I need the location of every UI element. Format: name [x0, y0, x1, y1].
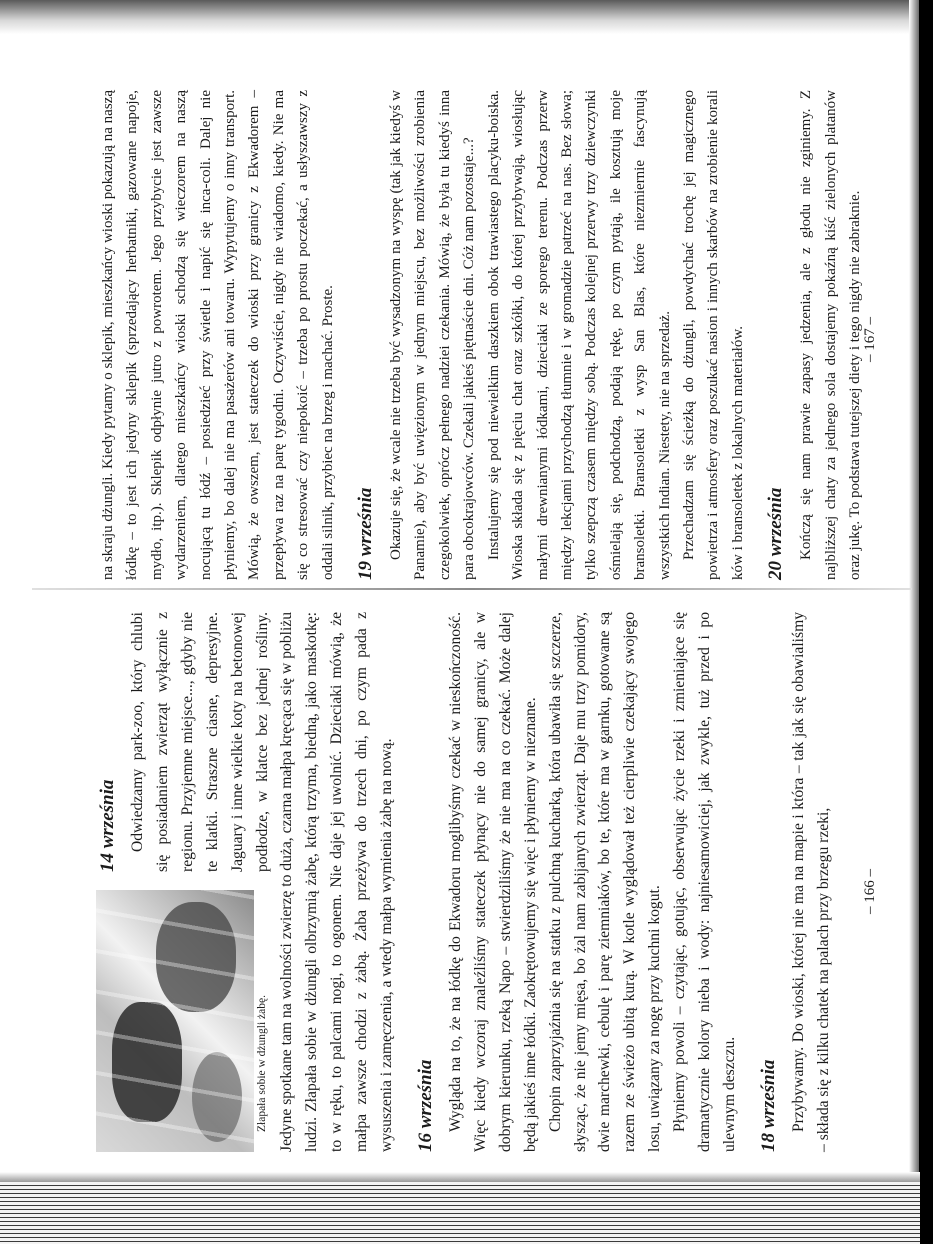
monkey-frog-photo [96, 890, 254, 1152]
heading-19-wrzesnia: 19 września [355, 487, 377, 580]
paragraph: Odwiedzamy park-zoo, który chlubi się posiadaniem zwierząt wyłącznie z regionu. Przyjemne miejsce..., gdyby nie te klatki. Straszne ciasne, depresyjne. Jaguary i inne wielkie koty na betonowej podłodze, w klatce bez jednej rośliny. Jedyne spotkane tam na wolności zwierzę to duża, czarna małpa kręcąca się w pobliżu ludzi. Złapała sobie w dżungli olbrzymią żabę, którą trzyma, biedną, jako maskotkę: to w ręku, to palcami nogi, to ogonem. Nie daje jej uwolnić. Dzieciaki mówią, że małpa zawsze chodzi z żabą. Żaba przeżywa do trzech dni, po czym pada z wysuszenia i zamęczenia, a wtedy małpa wymienia żabę na nową. [129, 612, 396, 1152]
page-167 [96, 90, 863, 580]
heading-16-wrzesnia: 16 września [414, 1059, 436, 1152]
figure [96, 890, 270, 1152]
paragraph: Przechadzam się ścieżką do dżungli, powdychać trochę jej magicznego powietrza i atmosfery oraz poszukać nasion i innych skarbów na zrobienie korali ków i bransoletek z lokalnych materiałów. [680, 90, 746, 580]
page-number-167: – 167 – [862, 317, 878, 362]
paragraph: Wygląda na to, że na łódkę do Ekwadoru moglibyśmy czekać w nieskończoność. Więc kiedy wczoraj znaleźliśmy stateczek płynący nie do samej granicy, ale w dobrym kierunku, rzeką Napo – stwierdziliśmy że nie ma na co czekać. Może dalej będą jakieś inne łódki. Zaokrętowujemy się więc i płyniemy w nieznane. [446, 612, 539, 1152]
paragraph: Instalujemy się pod niewielkim daszkiem obok trawiastego placyku-boiska. Wioska składa się z pięciu chat oraz szkółki, do której przybywają, wiosłując małymi drewnianymi łódkami, dzieciaki ze sporego terenu. Podczas przerw między lekcjami przychodzą tłumnie i w gromadzie patrzeć na nas. Bez słowa; tylko szepczą czasem między sobą. Podczas kolejnej przerwy trzy dziewczynki ośmielają się, podchodzą, podają rękę, po czym pytają, ile kosztują moje bransoletki. Bransoletki z wysp San Blas, które niezmiernie fascynują wszystkich Indian. Niestety, nie na sprzedaż. [485, 90, 673, 580]
paragraph: Przybywamy. Do wioski, której nie ma na mapie i która – tak jak się obawialiśmy – składa się z kilku chatek na palach przy brzegu rzeki, [789, 612, 832, 1152]
paragraph: Kończą się nam prawie zapasy jedzenia, ale z głodu nie zginiemy. Z najbliższej chaty za jednego sola dostajemy pokaźną kiść zielonych platanów oraz jukę. To podstawa tutejszej diety i tego nigdy nie zabraknie. [798, 90, 863, 580]
paragraph: na skraju dżungli. Kiedy pytamy o sklepik, mieszkańcy wioski pokazują na naszą łódkę – to jest ich jedyny sklepik (sprzedający herbatniki, gazowane napoje, mydło, itp.). Sklepik odpłynie jutro z powrotem. Jego przybycie jest zawsze wydarzeniem, dlatego mieszkańcy wioski schodzą się wieczorem na naszą nocującą tu łódź – posiedzieć przy świetle i napić się inca-coli. Dalej nie płyniemy, bo dalej nie ma pasażerów ani towaru. Wypytujemy o inny transport. Mówią, że owszem, jest stateczek do wioski przy granicy z Ekwadorem – przepływa raz na parę tygodni. Oczywiście, nigdy nie wiadomo, kiedy. Nie ma się co stresować czy niepokoić – trzeba po prostu poczekać, a usłyszawszy z oddali silnik, przybiec na brzeg i machać. Proste. [100, 90, 336, 580]
heading-14-wrzesnia: 14 września [97, 779, 118, 872]
heading-20-wrzesnia: 20 września [765, 487, 787, 580]
paragraph: Płyniemy powoli – czytając, gotując, obserwując życie rzeki i zmieniające się dramatycznie kolory nieba i wody: najniesamowiciej, jak zwykle, tuż przed i po ulewnym deszczu. [671, 612, 738, 1152]
figure-caption: Złapała sobie w dżungli żabę. [256, 995, 268, 1132]
heading-18-wrzesnia: 18 września [757, 1059, 779, 1152]
paragraph: Chopin zaprzyjaźnia się na statku z pulchną kucharką, która ubawiła się szczerze, słysząc, że nie jemy mięsa, bo żal nam zabijanych zwierząt. Daje mu trzy pomidory, dwie marchewki, cebulę i parę ziemniaków, bo te, które ma w garnku, gotowane są razem ze świeżo ubitą kurą. W kotle wyglądował też cierpliwie czekający swojego losu, uwiązany za nogę przy kuchni kogut. [546, 612, 664, 1152]
page-166 [96, 612, 856, 1152]
paragraph: Okazuje się, że wcale nie trzeba być wysadzonym na wyspę (tak jak kiedyś w Panamie), aby być uwięzionym w jednym miejscu, bez możliwości zrobienia czegokolwiek, oprócz pełnego nadziei czekania. Mówią, że była tu kiedyś inna para obcokrajowców. Czekali jakieś piętnaście dni. Cóż nam pozostaje...? [388, 90, 478, 580]
page-number-166: – 166 – [862, 869, 878, 914]
